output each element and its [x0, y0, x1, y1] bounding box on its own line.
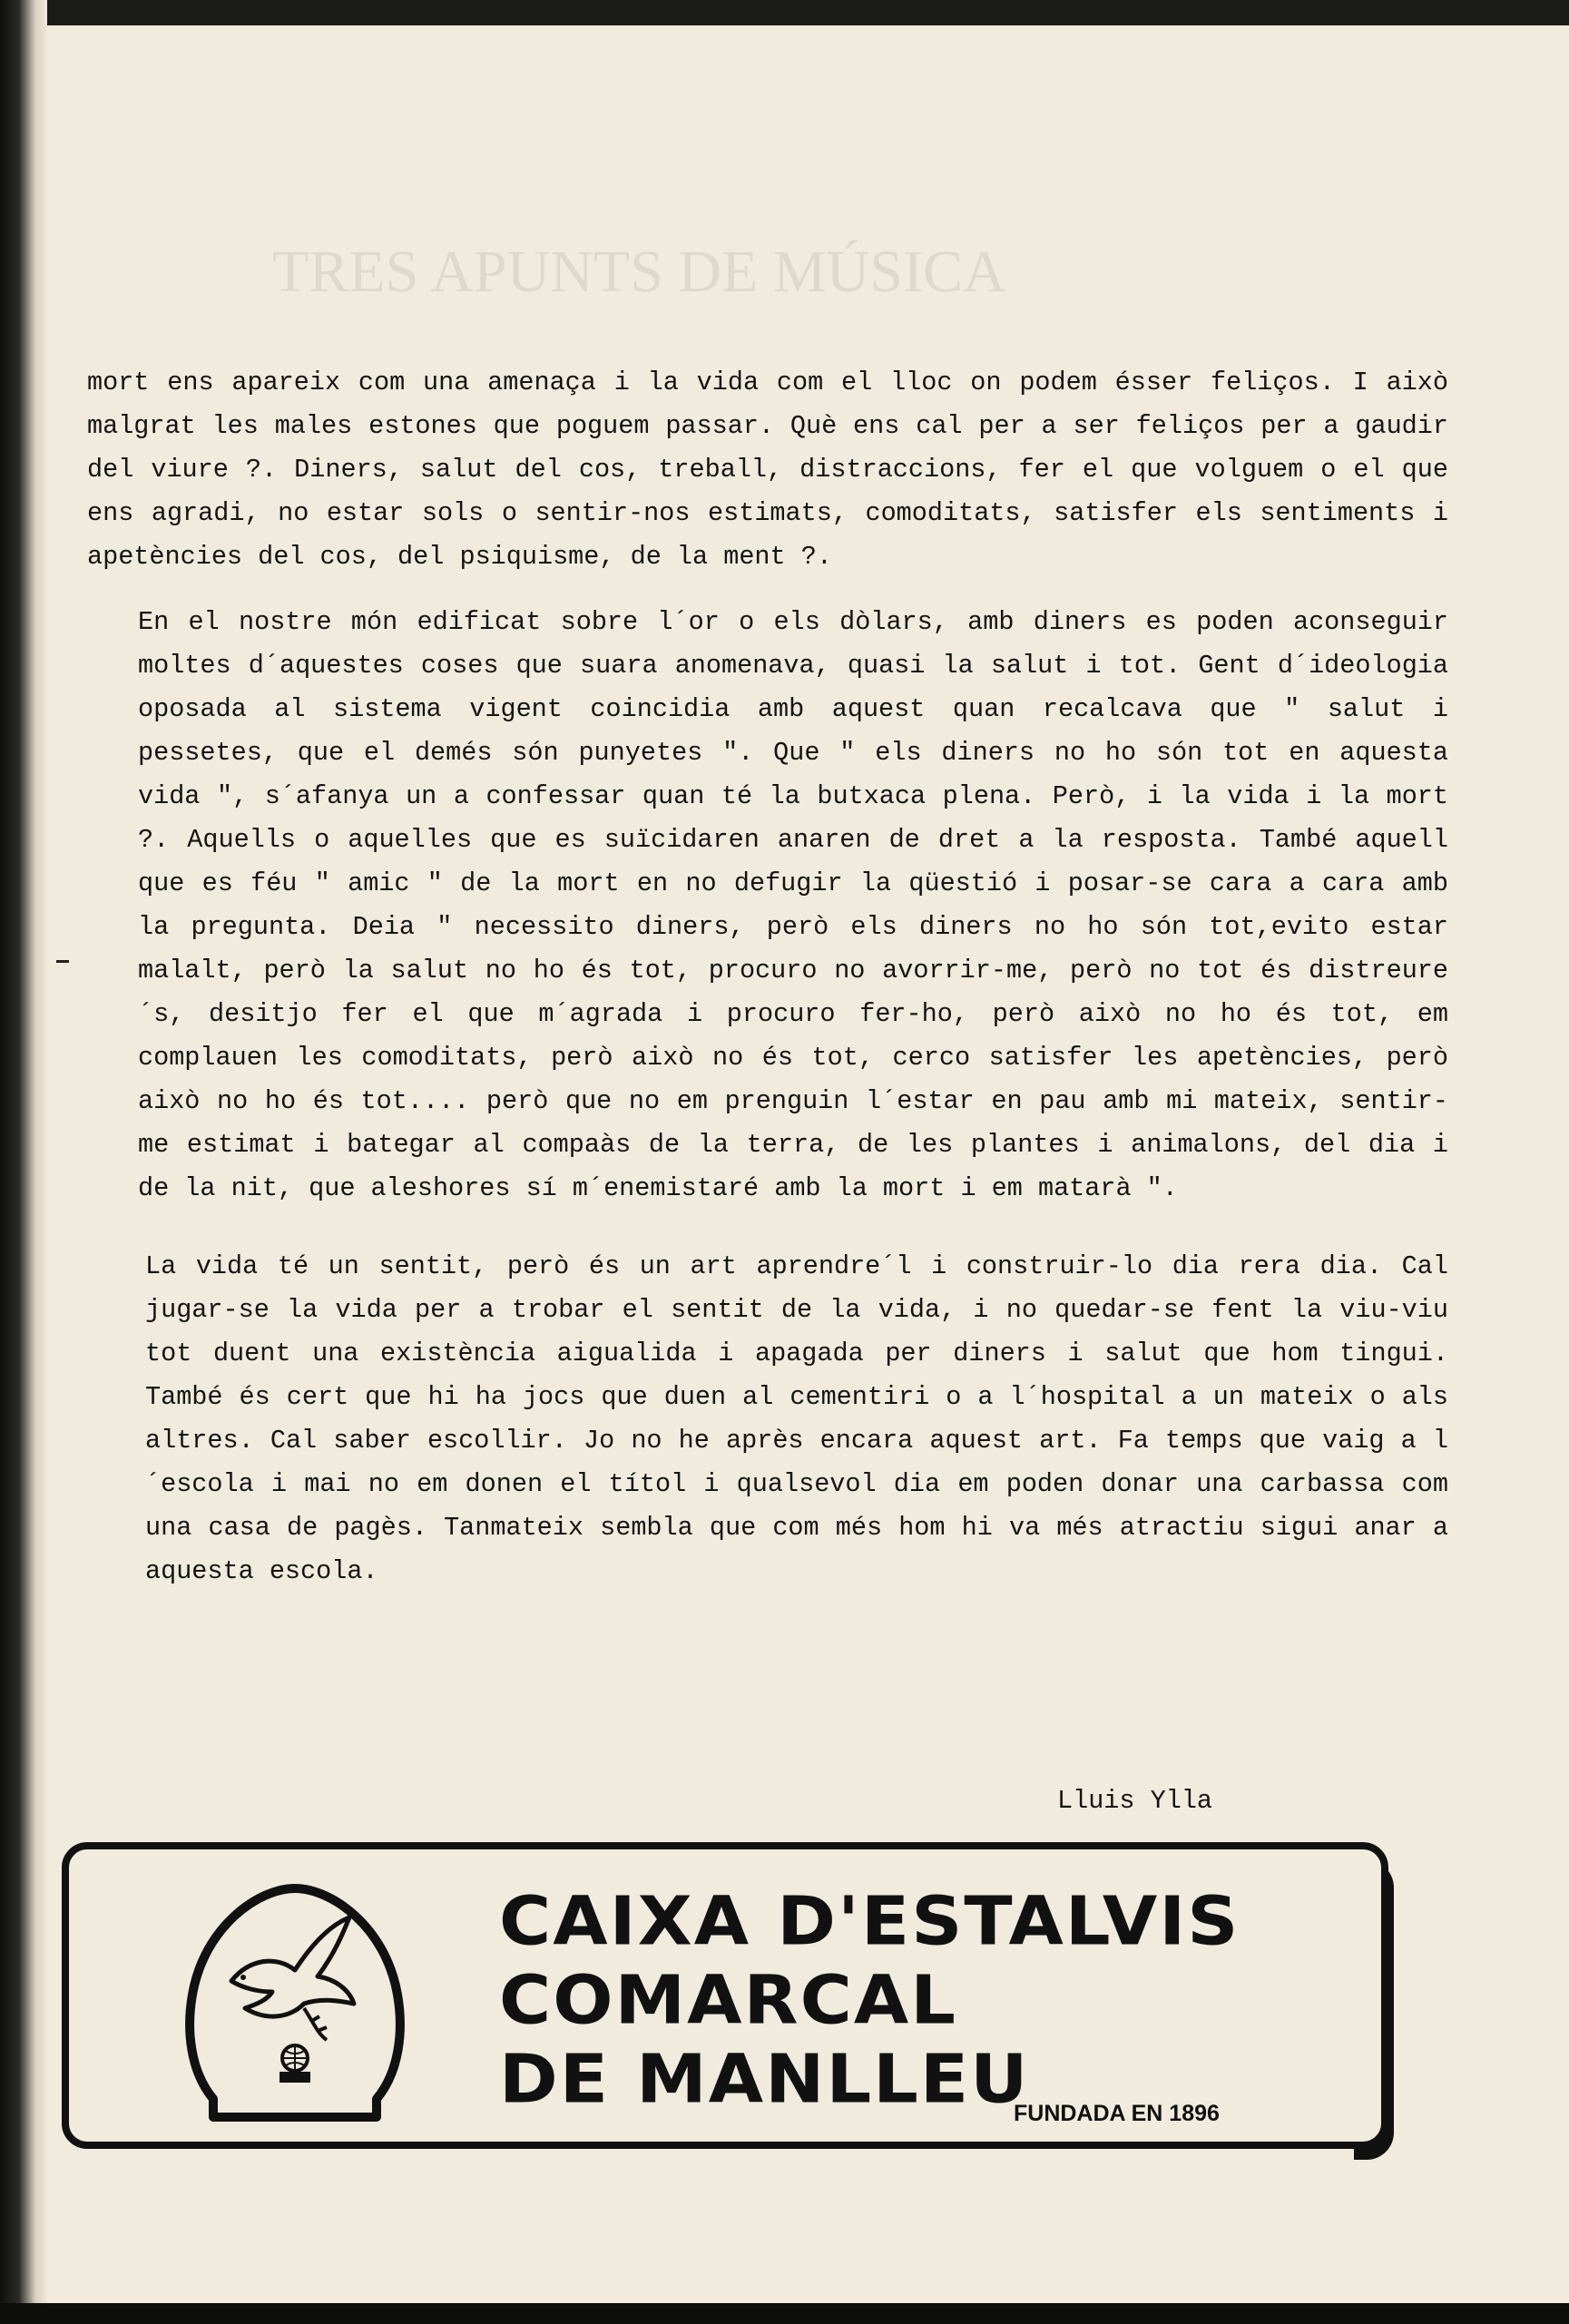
ad-title-line-2: COMARCAL [499, 1962, 957, 2040]
book-spine [0, 0, 47, 2324]
article-body [87, 361, 1448, 1593]
ad-title-line-1: CAIXA D'ESTALVIS [499, 1883, 1240, 1961]
article-paragraph-1: mort ens apareix com una amenaça i la vida com el lloc on podem ésser feliços. I això malgrat les males estones que poguem passar. Què ens cal per a ser feliços per a gaudir del viure ?. Diners, salut del cos, treball, distraccions, fer el que volguem o el que ens agradi, no estar sols o sentir-nos estimats, comoditats, satisfer els sentiments i apetències del cos, del psiquisme, de la ment ?. [87, 368, 1448, 572]
author-signature: Lluis Ylla [1057, 1786, 1213, 1816]
margin-mark [56, 960, 69, 963]
bottom-edge [0, 2303, 1569, 2324]
bleed-through-heading: TRES APUNTS DE MÚSICA [272, 239, 1006, 305]
dove-globe-logo-icon [181, 1872, 408, 2126]
article-paragraph-3: La vida té un sentit, però és un art aprendre´l i construir-lo dia rera dia. Cal jugar-se la vida per a trobar el sentit de la vida, i no quedar-se fent la viu-viu tot duent una existència aigualida i apagada per diners i salut que hom tingui. També és cert que hi ha jocs que duen al cementiri o a l´hospital a un mateix o als altres. Cal saber escollir. Jo no he après encara aquest art. Fa temps que vaig a l´escola i mai no em donen el títol i qualsevol dia em poden donar una carbassa com una casa de pagès. Tanmateix sembla que com més hom hi va més atractiu sigui anar a aquesta escola. [145, 1251, 1448, 1586]
ad-founded-date: FUNDADA EN 1896 [1014, 2101, 1220, 2126]
article-paragraph-2: En el nostre món edificat sobre l´or o els dòlars, amb diners es poden aconseguir moltes d´aquestes coses que suara anomenava, quasi la salut i tot. Gent d´ideologia oposada al sistema vigent coincidia amb aquest quan recalcava que " salut i pessetes, que el demés són punyetes ". Que " els diners no ho són tot en aquesta vida ", s´afanya un a confessar quan té la butxaca plena. Però, i la vida i la mort ?. Aquells o aquelles que es suïcidaren anaren de dret a la resposta. També aquell que es féu " amic " de la mort en no defugir la qüestió i posar-se cara a cara amb la pregunta. Deia " necessito diners, però els diners no ho són tot,evito estar malalt, però la salut no ho és tot, procuro no avorrir-me, però no tot és distreure´s, desitjo fer el que m´agrada i procuro fer-ho, però això no ho és tot, em complauen les comoditats, però això no és tot, cerco satisfer les apetències, però això no ho és tot.... però que no em prenguin l´estar en pau amb mi mateix, sentir-me estimat i bategar al compaàs de la terra, de les plantes i animalons, del dia i de la nit, que aleshores sí m´enemistaré amb la mort i em matarà ". [138, 607, 1448, 1203]
ad-title-line-3: DE MANLLEU [499, 2041, 1030, 2119]
